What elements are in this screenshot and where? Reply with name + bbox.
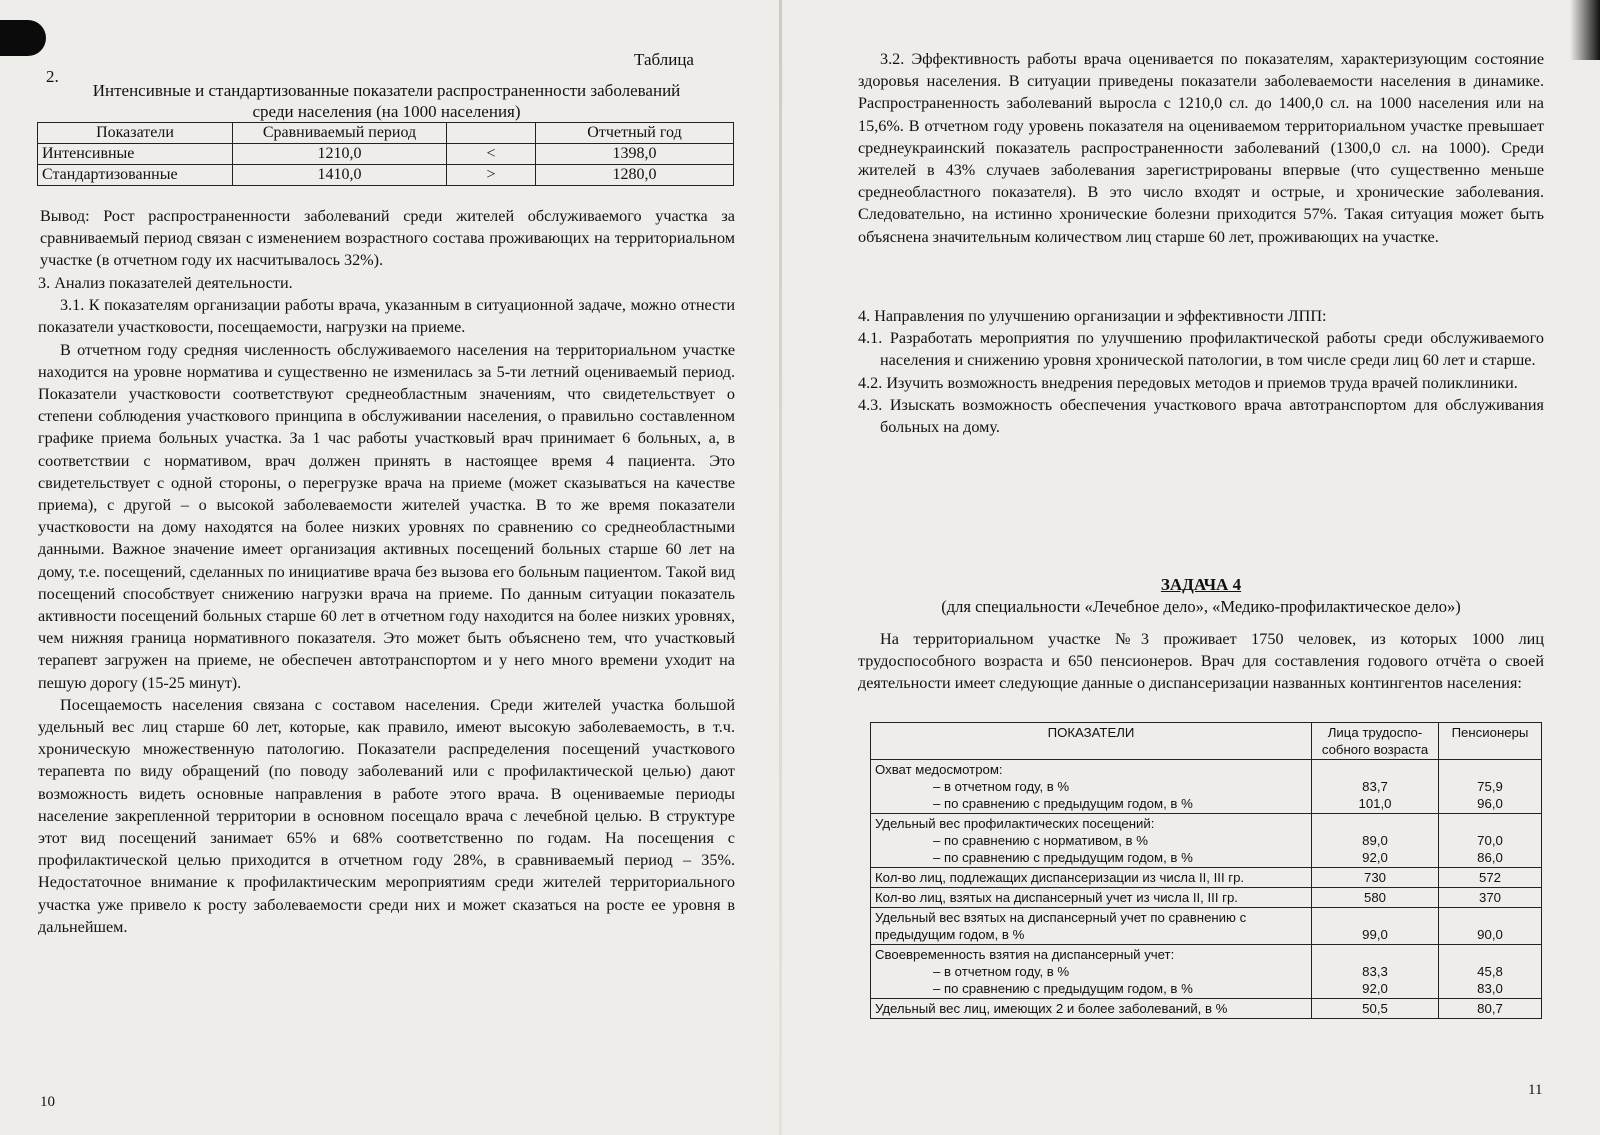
table2-cell: Стандартизованные bbox=[38, 165, 233, 186]
table2-cell: 1398,0 bbox=[536, 144, 734, 165]
table4-label-cell bbox=[871, 814, 1312, 868]
value: 86,0 bbox=[1477, 850, 1503, 865]
row-label: – в отчетном году, в % bbox=[933, 964, 1070, 979]
value: 89,0 bbox=[1362, 833, 1388, 848]
table-row bbox=[38, 165, 734, 186]
task-text: На территориальном участке №3 проживает 1750 человек, из которых 1000 лиц трудоспособного возраста и 650 пенсионеров. Врач для составления годового отчёта о своей деятельности имеет следующие данные о диспансеризации названных контингентов населения: bbox=[858, 630, 1544, 693]
table2-number: 2. bbox=[46, 67, 59, 86]
value: 580 bbox=[1312, 888, 1439, 908]
table-row bbox=[871, 999, 1542, 1019]
table2-header-cell bbox=[447, 123, 536, 144]
table-row bbox=[38, 144, 734, 165]
left-page bbox=[34, 0, 739, 1135]
group-label: Охват медосмотром: bbox=[875, 762, 1003, 777]
table4-value-cell bbox=[1439, 814, 1542, 868]
table4-label-cell bbox=[871, 945, 1312, 999]
section4-item: 4.1. Разработать мероприятия по улучшению профилактической работы среди обслуживаемого населения и снижению уровня хронической патологии, в том числе среди лиц 60 лет и старше. bbox=[858, 329, 1544, 370]
row-label: – по сравнению с предыдущим годом, в % bbox=[933, 981, 1193, 996]
row-label: Удельный вес лиц, имеющих 2 и более заболеваний, в % bbox=[871, 999, 1312, 1019]
value: 83,0 bbox=[1477, 981, 1503, 996]
page-number-right: 11 bbox=[1528, 1082, 1543, 1098]
table2-cell: 1210,0 bbox=[233, 144, 447, 165]
value: 96,0 bbox=[1477, 796, 1503, 811]
paragraph-a: В отчетном году средняя численность обслуживаемого населения на территориальном участке находится на уровне норматива и существенно не изменилась за 5-ти летний оцениваемый период. Показатели участковости соответствуют среднеобластным значениям, что свидетельствует о степени соблюдения участкового принципа в обслуживании населения, о правильно составленном графике приема больных участка. За 1 час работы участковый врач принимает 6 больных, а, в соответствии с нормативом, врач должен принять в настоящее время 4 пациента. Это свидетельствует с одной стороны, о перегрузке врача на приеме (может сказываться на качестве приема), с другой – о высокой заболеваемости жителей участка. В то же время показатели участковости на дому находятся на более низких уровнях по сравнению со среднеобластными данными. Важное значение имеет организация активных посещений больных старше 60 лет на дому, т.е. посещений, сделанных по инициативе врача без вызова его больным пациентом. Такой вид посещений способствует снижению нагрузки врача на приеме. По данным ситуации показатель активности посещений больных старше 60 лет в отчетном году находится на более низких уровнях, чем нижняя граница нормативного показателя. Это может быть объяснено тем, что участковый терапевт загружен на приеме, не обеспечен автотранспортом и у него много времени уходит на пешую дорогу (15-25 минут). bbox=[38, 340, 735, 692]
value: 99,0 bbox=[1312, 908, 1439, 945]
row-label: – в отчетном году, в % bbox=[933, 779, 1070, 794]
value: 730 bbox=[1312, 868, 1439, 888]
table4-value-cell bbox=[1312, 814, 1439, 868]
value: 83,7 bbox=[1362, 779, 1388, 794]
table2-cell: Интенсивные bbox=[38, 144, 233, 165]
section3-2-text: 3.2. Эффективность работы врача оценивается по показателям, характеризующим состояние здоровья населения. В ситуации приведены показатели заболеваемости населения в динамике. Распространенность заболеваний выросла с 1210,0 сл. до 1400,0 сл. на 1000 населения или на 15,6%. В отчетном году уровень показателя на оцениваемом территориальном участке превышает среднеукраинский показатель распространенности заболеваний (1300,0 сл. на 1000). Среди жителей в 43% случаев заболевания зарегистрированы впервые (что существенно меньше среднеобластного показателя). В это число входят и острые, и хронические заболевания. Следовательно, на истинно хронические болезни приходится 57%. Такая ситуация может быть объяснена значительным количеством лиц старше 60 лет, проживающих на участке. bbox=[858, 50, 1544, 246]
section4-item: 4.2. Изучить возможность внедрения передовых методов и приемов труда врачей поликлиники. bbox=[858, 373, 1518, 392]
table4-value-cell bbox=[1439, 760, 1542, 814]
table2-cell: > bbox=[447, 165, 536, 186]
task-title: ЗАДАЧА 4 bbox=[1160, 575, 1242, 594]
table-row bbox=[871, 945, 1542, 999]
table2-title-line2: среди населения (на 1000 населения) bbox=[252, 102, 521, 121]
book-spine bbox=[779, 0, 782, 1135]
section3-heading: 3. Анализ показателей деятельности. bbox=[38, 274, 293, 292]
row-label: – по сравнению с предыдущим годом, в % bbox=[933, 850, 1193, 865]
row-label: – по сравнению с предыдущим годом, в % bbox=[933, 796, 1193, 811]
table4-value-cell bbox=[1312, 760, 1439, 814]
table4 bbox=[870, 722, 1542, 1019]
task-subtitle: (для специальности «Лечебное дело», «Медико-профилактическое дело») bbox=[941, 597, 1461, 616]
table-row bbox=[871, 888, 1542, 908]
table4-label-cell bbox=[871, 908, 1312, 945]
table2-header-row bbox=[38, 123, 734, 144]
group-label: Удельный вес профилактических посещений: bbox=[875, 816, 1155, 831]
table2-header-cell: Показатели bbox=[38, 123, 233, 144]
value: 101,0 bbox=[1358, 796, 1392, 811]
section3-block bbox=[38, 272, 735, 938]
paragraph-b: Посещаемость населения связана с составом населения. Среди жителей участка большой удельный вес лиц старше 60 лет, которые, как правило, имеют высокую заболеваемость, в т.ч. хроническую множественную патологию. Показатели распределения посещений участкового терапевта по виду обращений (по поводу заболеваний или с профилактической целью) дают возможность видеть основные направления в работе этого врача. В оцениваемые периоды население закрепленной территории в основном посещало врача с лечебной целью. В структуре этот вид посещений занимает 65% и 68% соответственно по годам. На посещения с профилактической целью приходится в отчетном году 28%, в сравниваемый период – 35%. Недостаточное внимание к профилактическим мероприятиям среди жителей территориального участка уже привело к росту заболеваемости среди них и может сказаться на росте ее уровня в дальнейшем. bbox=[38, 695, 735, 936]
table2 bbox=[37, 122, 734, 186]
group-label: Своевременность взятия на диспансерный учет: bbox=[875, 947, 1175, 962]
page-number-left: 10 bbox=[40, 1094, 55, 1110]
table4-header-row bbox=[871, 723, 1542, 760]
section4-item: 4.3. Изыскать возможность обеспечения участкового врача автотранспортом для обслуживания больных на дому. bbox=[858, 395, 1544, 437]
table2-header-cell: Сравниваемый период bbox=[233, 123, 447, 144]
value: 370 bbox=[1439, 888, 1542, 908]
row-label: – по сравнению с нормативом, в % bbox=[933, 833, 1148, 848]
row-label: Кол-во лиц, подлежащих диспансеризации из числа II, III гр. bbox=[871, 868, 1312, 888]
row-label: Удельный вес взятых на диспансерный учет по сравнению с bbox=[875, 910, 1247, 925]
value: 45,8 bbox=[1477, 964, 1503, 979]
row-label: предыдущим годом, в % bbox=[875, 927, 1025, 942]
conclusion-text: Вывод: Рост распространенности заболеваний среди жителей обслуживаемого участка за сравниваемый период связан с изменением возрастного состава проживающих на территориальном участке (в отчетном году их насчитывалось 32%). bbox=[40, 207, 735, 270]
value: 83,3 bbox=[1362, 964, 1388, 979]
table-row bbox=[871, 908, 1542, 945]
table4-header-cell: ПОКАЗАТЕЛИ bbox=[871, 723, 1312, 760]
value: 92,0 bbox=[1362, 981, 1388, 996]
table-row bbox=[871, 760, 1542, 814]
table2-header-cell: Отчетный год bbox=[536, 123, 734, 144]
table2-title-line1: Интенсивные и стандартизованные показатели распространенности заболеваний bbox=[92, 81, 681, 100]
table2-cell: 1280,0 bbox=[536, 165, 734, 186]
section3-1-text: 3.1. К показателям организации работы врача, указанным в ситуационной задаче, можно отнести показатели участковости, посещаемости, нагрузки на приеме. bbox=[38, 296, 735, 337]
table-row bbox=[871, 868, 1542, 888]
value: 572 bbox=[1439, 868, 1542, 888]
table4-value-cell bbox=[1312, 945, 1439, 999]
section4-block bbox=[858, 305, 1544, 438]
value: 92,0 bbox=[1362, 850, 1388, 865]
section4-heading: 4. Направления по улучшению организации и эффективности ЛПП: bbox=[858, 307, 1327, 325]
table2-title bbox=[34, 80, 739, 122]
value: 75,9 bbox=[1477, 779, 1503, 794]
scan-corner-shadow bbox=[1570, 0, 1600, 60]
value: 50,5 bbox=[1312, 999, 1439, 1019]
table4-header-cell: Пенсионеры bbox=[1439, 723, 1542, 760]
table4-label-cell bbox=[871, 760, 1312, 814]
value: 80,7 bbox=[1439, 999, 1542, 1019]
table2-cell: < bbox=[447, 144, 536, 165]
table4-header-cell: Лица трудоспо-собного возраста bbox=[1312, 723, 1439, 760]
table2-cell: 1410,0 bbox=[233, 165, 447, 186]
table-row bbox=[871, 814, 1542, 868]
value: 90,0 bbox=[1439, 908, 1542, 945]
row-label: Кол-во лиц, взятых на диспансерный учет из числа II, III гр. bbox=[871, 888, 1312, 908]
table4-value-cell bbox=[1439, 945, 1542, 999]
table2-caption: Таблица bbox=[634, 50, 694, 69]
value: 70,0 bbox=[1477, 833, 1503, 848]
right-page bbox=[858, 0, 1544, 1135]
